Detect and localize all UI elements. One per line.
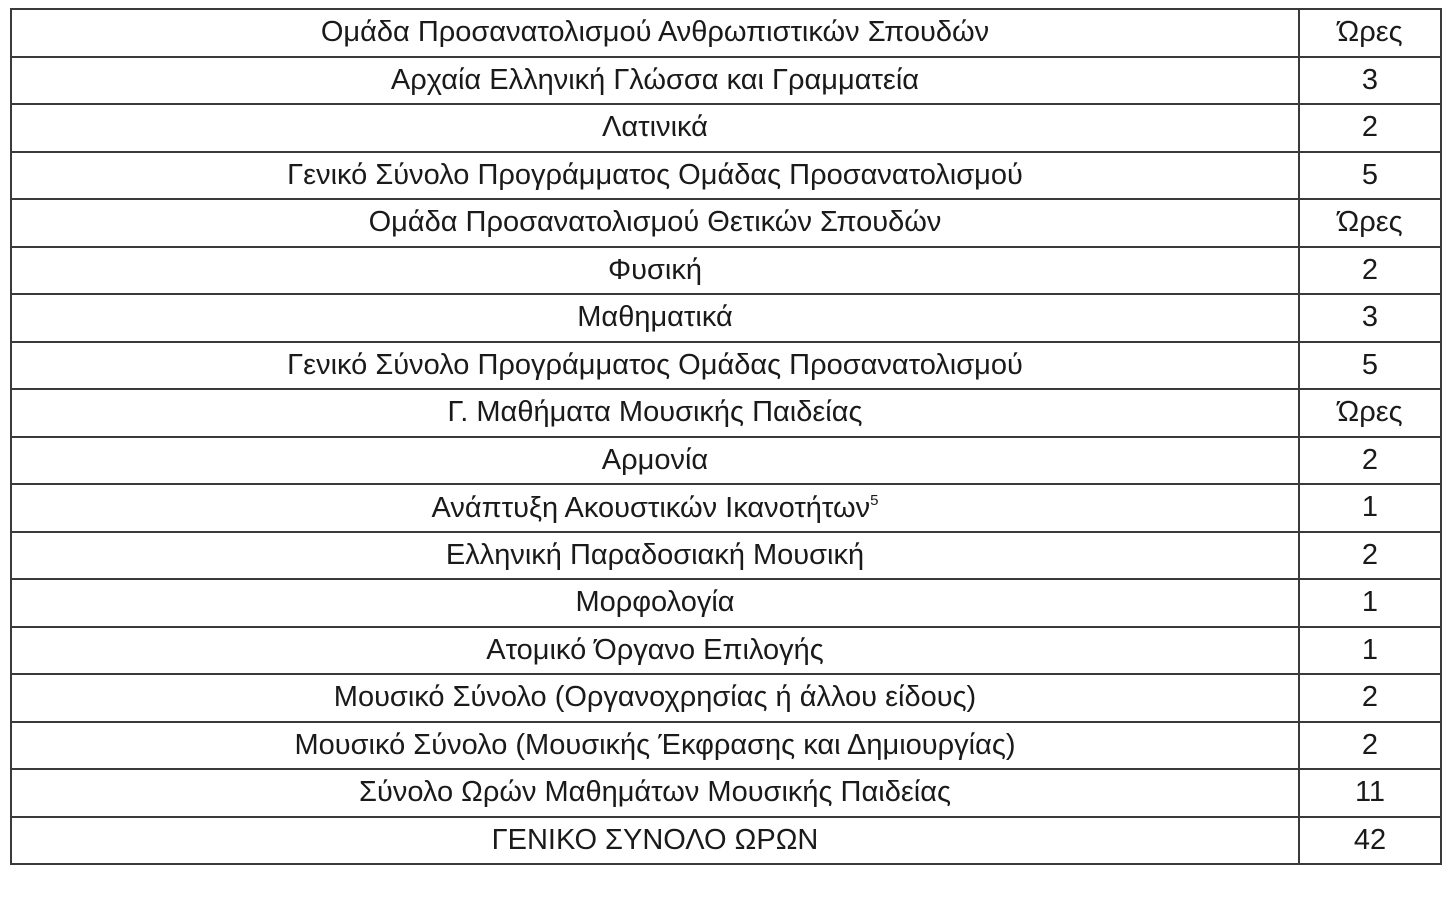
subject-name: Μορφολογία [575,586,735,619]
table-row [11,722,1441,770]
group-title: Ομάδα Προσανατολισμού Θετικών Σπουδών [368,206,942,239]
table-row [11,57,1441,105]
subject-cell [11,437,1299,485]
hours-value: 2 [1299,437,1441,485]
hours-value: 5 [1299,152,1441,200]
group-header-row [11,389,1441,437]
subject-name: Αρμονία [601,443,709,476]
subject-cell [11,627,1299,675]
subject-name: Ατομικό Όργανο Επιλογής [486,633,824,666]
cropped-previous-row [0,0,1448,8]
subject-name: ΓΕΝΙΚΟ ΣΥΝΟΛΟ ΩΡΩΝ [491,823,819,856]
subject-cell [11,722,1299,770]
hours-value: 3 [1299,57,1441,105]
subject-cell [11,389,1299,437]
subject-cell [11,104,1299,152]
subject-cell [11,579,1299,627]
table-row [11,674,1441,722]
hours-value: 3 [1299,294,1441,342]
table-row [11,437,1441,485]
subject-name: Μουσικό Σύνολο (Οργανοχρησίας ή άλλου είδους) [333,681,977,714]
table-row [11,104,1441,152]
hours-column-header: Ώρες [1299,9,1441,57]
table-row [11,579,1441,627]
subject-name: Ελληνική Παραδοσιακή Μουσική [445,538,865,571]
hours-value: 42 [1299,817,1441,865]
subject-cell [11,57,1299,105]
subject-name: Αρχαία Ελληνική Γλώσσα και Γραμματεία [390,63,920,96]
subject-name: Μουσικό Σύνολο (Μουσικής Έκφρασης και Δημιουργίας) [294,728,1016,761]
subject-cell [11,342,1299,390]
subject-cell [11,199,1299,247]
footnote-marker: 5 [870,491,879,509]
hours-table [10,8,1442,865]
hours-value: 2 [1299,674,1441,722]
hours-value: 11 [1299,769,1441,817]
subject-cell [11,152,1299,200]
subject-cell [11,247,1299,295]
hours-value: 2 [1299,532,1441,580]
subject-cell [11,769,1299,817]
subject-name: Γενικό Σύνολο Προγράμματος Ομάδας Προσανατολισμού [287,348,1023,381]
subject-name: Λατινικά [602,111,708,144]
subject-cell [11,532,1299,580]
subject-cell [11,817,1299,865]
subject-name: Μαθηματικά [577,301,733,334]
group-title: Ομάδα Προσανατολισμού Ανθρωπιστικών Σπουδών [320,16,990,49]
hours-value: 2 [1299,247,1441,295]
table-row [11,247,1441,295]
subject-cell [11,674,1299,722]
hours-value: 5 [1299,342,1441,390]
hours-column-header: Ώρες [1299,199,1441,247]
subject-name: Σύνολο Ωρών Μαθημάτων Μουσικής Παιδείας [359,776,951,809]
subtotal-row [11,152,1441,200]
subject-cell [11,9,1299,57]
subtotal-row [11,769,1441,817]
hours-value: 1 [1299,627,1441,675]
subject-cell [11,294,1299,342]
table-row [11,294,1441,342]
group-title: Γ. Μαθήματα Μουσικής Παιδείας [447,396,863,429]
hours-value: 2 [1299,722,1441,770]
subject-cell [11,484,1299,532]
hours-table-body [11,9,1441,864]
table-row [11,484,1441,532]
subtotal-row [11,342,1441,390]
hours-value: 1 [1299,484,1441,532]
group-header-row [11,199,1441,247]
subject-name: Γενικό Σύνολο Προγράμματος Ομάδας Προσανατολισμού [287,158,1023,191]
hours-column-header: Ώρες [1299,389,1441,437]
hours-value: 1 [1299,579,1441,627]
hours-value: 2 [1299,104,1441,152]
table-row [11,532,1441,580]
group-header-row [11,9,1441,57]
table-row [11,627,1441,675]
grand-total-row [11,817,1441,865]
subject-name: Φυσική [608,253,702,286]
subject-name: Ανάπτυξη Ακουστικών Ικανοτήτων [431,491,871,524]
